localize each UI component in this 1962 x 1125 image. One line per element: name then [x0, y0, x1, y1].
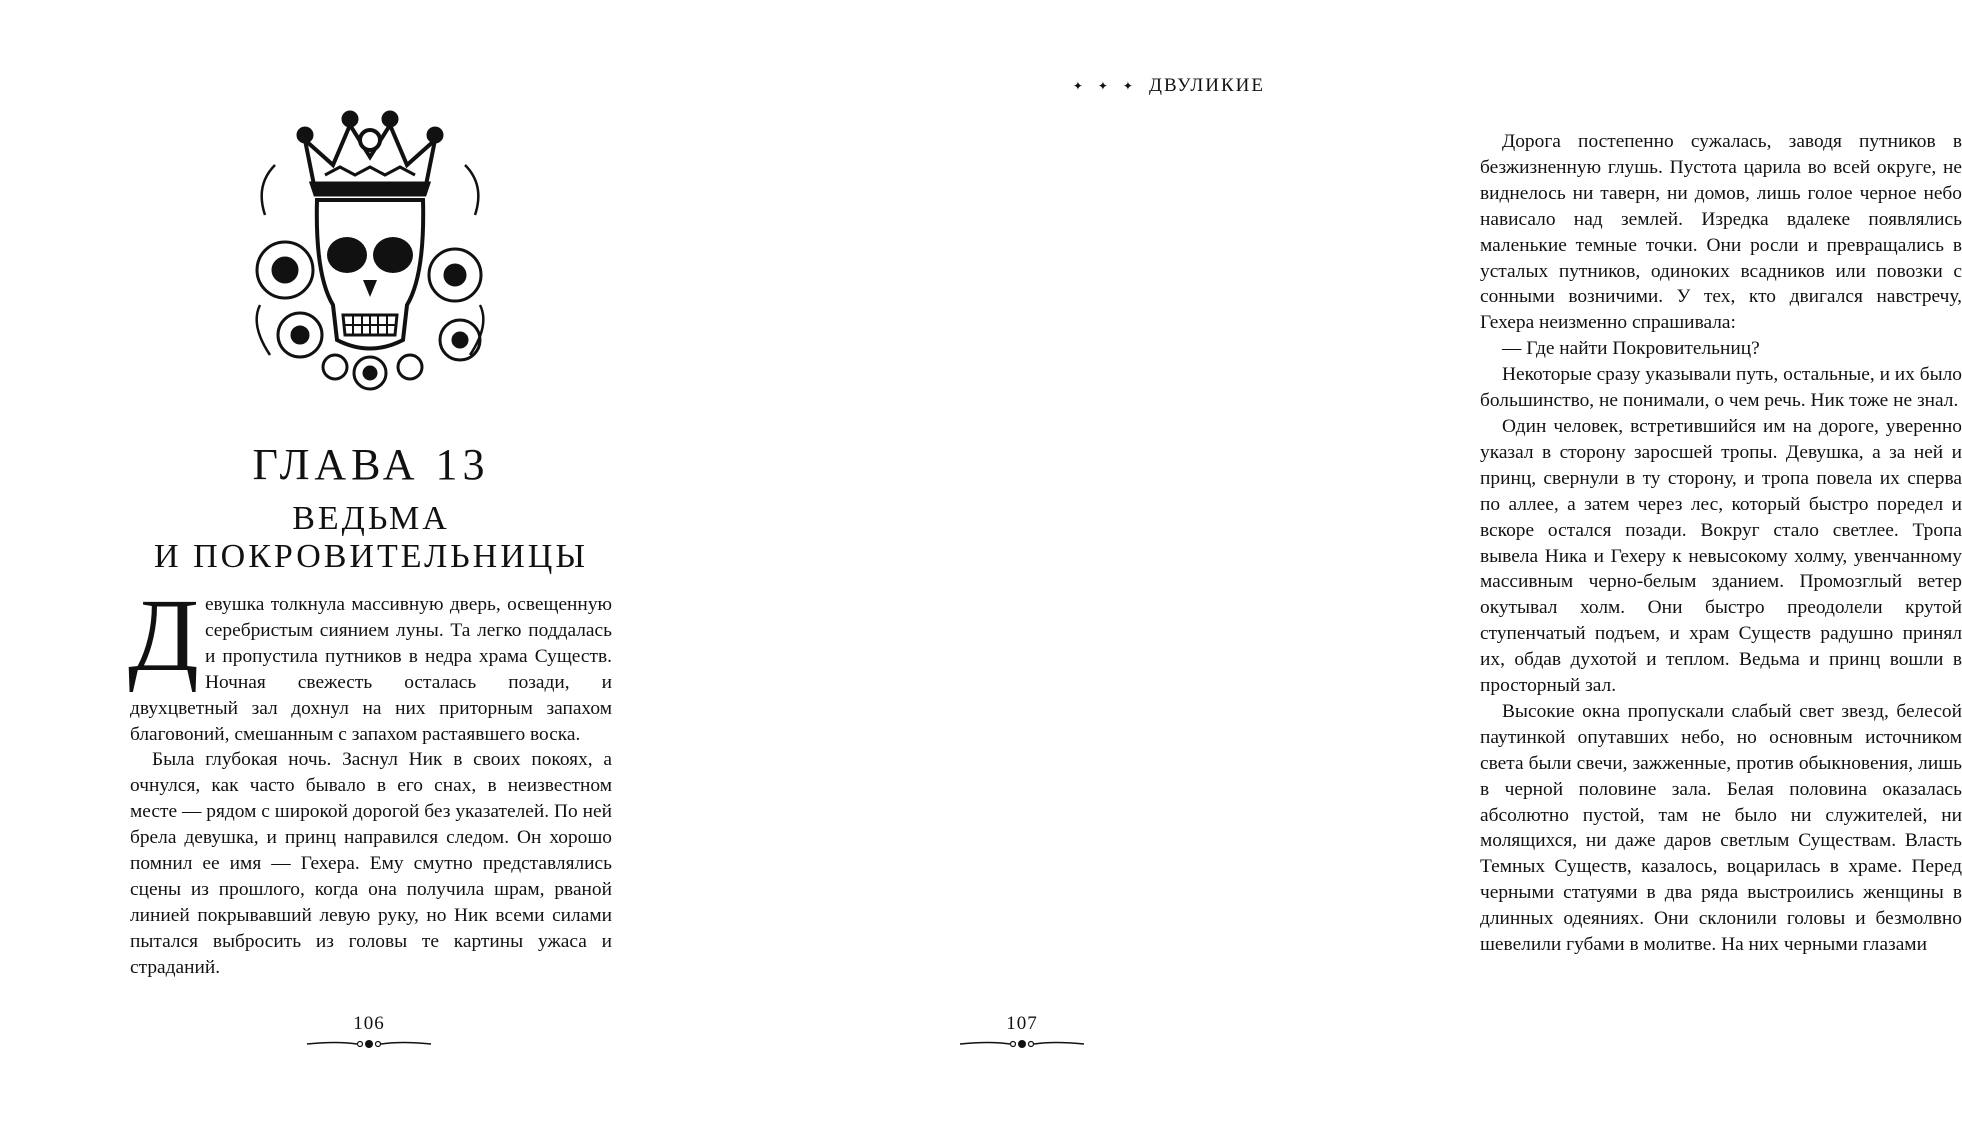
page-number: 106: [353, 1013, 385, 1034]
paragraph: Была глубокая ночь. Заснул Ник в своих покоях, а очнулся, как часто бывало в его снах, в неизвестном месте — рядом с широкой дорогой без указателей. По ней брела девушка, и принц направился следом. Он хорошо помнил ее имя — Гехера. Ему смутно представлялись сцены из прошлого, когда она получила шрам, рваной линией покрывавший левую руку, но Ник всеми силами пытался выбросить из головы те картины ужаса и страданий.: [130, 749, 612, 978]
paragraph: [128, 578, 612, 747]
page-number: 107: [1006, 1013, 1038, 1034]
paragraph: Один человек, встретившийся им на дороге, уверенно указал в сторону заросшей тропы. Девушка, а за ней и принц, свернули в ту сторону, и тропа повела их сперва по аллее, а затем через лес, который быстро поредел и вскоре остался позади. Вокруг стало светлее. Тропа вывела Ника и Гехеру к невысокому холму, увенчанному массивным черно-белым зданием. Промозглый ветер окутывал холм. Они быстро преодолели крутой ступенчатый подъем, и храм Существ радушно принял их, обдав духотой и теплом. Ведьма и принц вошли в просторный зал.: [1480, 415, 1962, 697]
page-ornament-icon: [307, 1036, 431, 1052]
right-body-text: [1480, 129, 1962, 958]
paragraph: Высокие окна пропускали слабый свет звезд, белесой паутинкой опутавших небо, но основным источником света были свечи, зажженные, против обыкновения, лишь в черной половине зала. Белая половина оказалась абсолютно пустой, там не было ни служителей, ни молящихся, ни даже даров светлым Существам. Власть Темных Существ, казалось, воцарилась в храме. Перед черными статуями в два ряда выстроились женщины в длинных одеяниях. Они склонили головы и безмолвно шевелили губами в молитве. На них черными глазами: [1480, 700, 1962, 956]
star-ornament-icon: ✦ ✦ ✦: [1072, 78, 1139, 93]
running-header: [1073, 75, 1265, 97]
chapter-subtitle-line: ВЕДЬМА: [292, 500, 450, 537]
drop-cap: Д: [128, 578, 199, 693]
chapter-subtitle-line: И ПОКРОВИТЕЛЬНИЦЫ: [154, 538, 588, 575]
chapter-subtitle: [130, 500, 612, 576]
page-ornament-icon: [960, 1036, 1084, 1052]
right-page: [697, 0, 1962, 1125]
chapter-title: ГЛАВА 13: [252, 440, 490, 489]
left-page: [0, 0, 697, 1125]
dialogue-line: — Где найти Покровительниц?: [1502, 338, 1760, 360]
running-header-title: ДВУЛИКИЕ: [1148, 75, 1265, 96]
crowned-skull-with-flowers-icon: [245, 95, 495, 395]
left-body-text: [128, 578, 612, 981]
paragraph: Некоторые сразу указывали путь, остальные, и их было большинство, не понимали, о чем речь. Ник тоже не знал.: [1480, 364, 1962, 412]
paragraph: Дорога постепенно сужалась, заводя путников в безжизненную глушь. Пустота царила во всей округе, не виднелось ни таверн, ни домов, лишь голое черное небо нависало над землей. Изредка вдалеке появлялись маленькие темные точки. Они росли и превращались в усталых путников, одиноких всадников или повозки с сонными возничими. У тех, кто двигался навстречу, Гехера неизменно спрашивала:: [1480, 131, 1962, 334]
paragraph-text: евушка толкнула массивную дверь, освещенную серебристым сиянием луны. Та легко поддалась и пропустила путников в недра храма Существ. Ночная свежесть осталась позади, и двухцветный зал дохнул на них приторным запахом благовоний, смешанным с запахом растаявшего воска.: [130, 594, 612, 745]
